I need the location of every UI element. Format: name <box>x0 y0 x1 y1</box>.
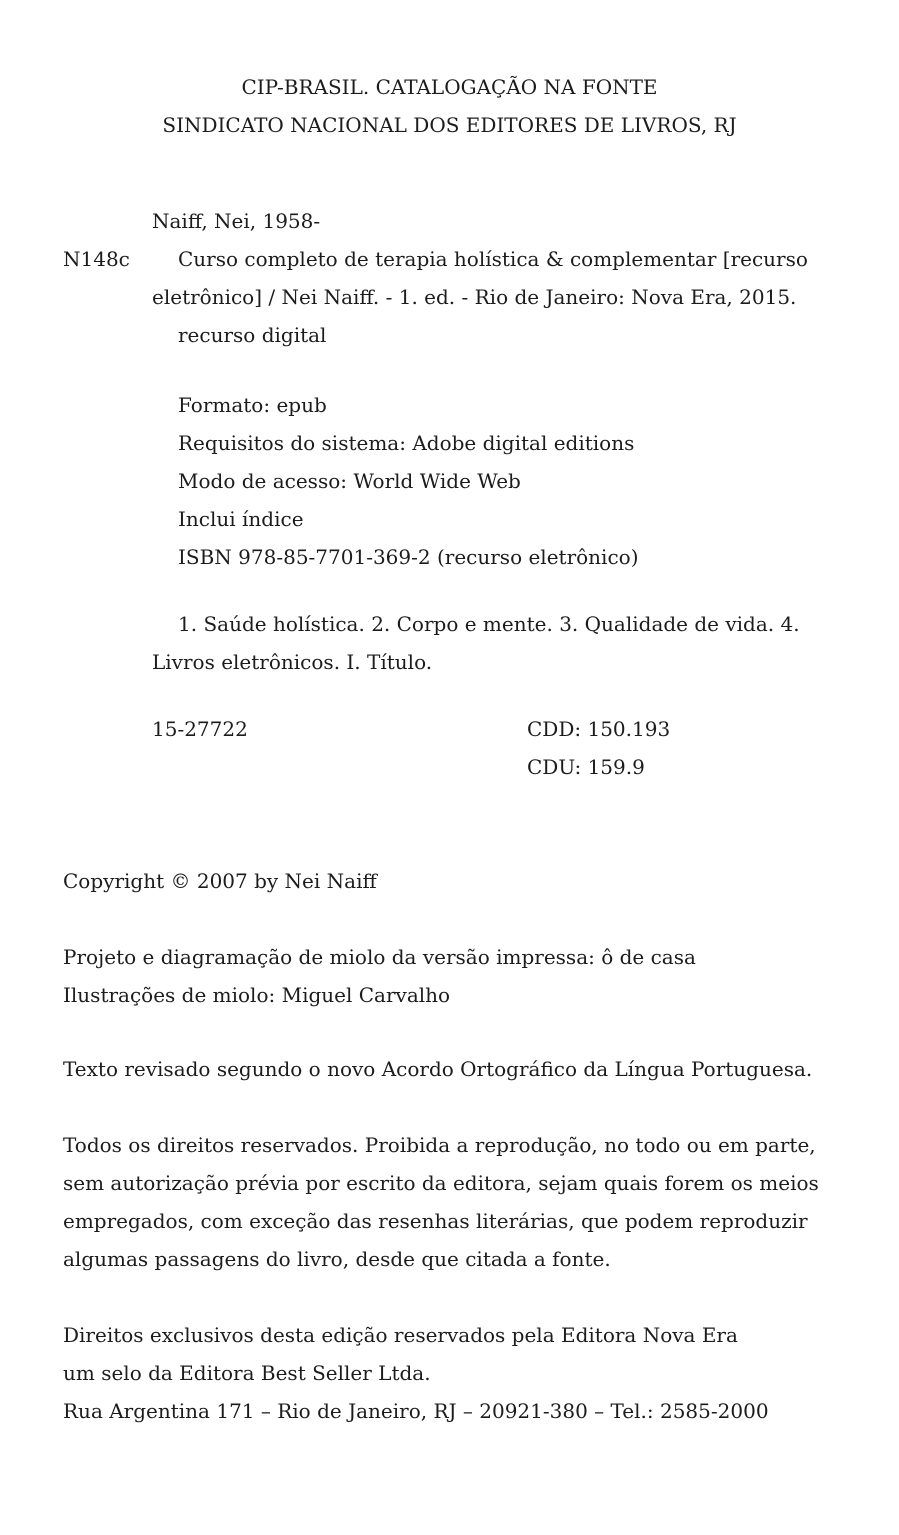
note-index: Inclui índice <box>178 507 304 531</box>
title-line-3: recurso digital <box>178 323 327 347</box>
note-access-mode: Modo de acesso: World Wide Web <box>178 469 521 493</box>
publisher-address: Rua Argentina 171 – Rio de Janeiro, RJ – 20921-380 – Tel.: 2585-2000 <box>63 1399 769 1423</box>
title-line-2: eletrônico] / Nei Naiff. - 1. ed. - Rio de Janeiro: Nova Era, 2015. <box>152 285 797 309</box>
cdu-classification: CDU: 159.9 <box>527 755 645 779</box>
subjects-line-2: Livros eletrônicos. I. Título. <box>152 650 433 674</box>
rights-line: sem autorização prévia por escrito da editora, sejam quais forem os meios <box>63 1171 819 1195</box>
subjects-line-1: 1. Saúde holística. 2. Corpo e mente. 3. Qualidade de vida. 4. <box>178 612 800 636</box>
publisher-line: um selo da Editora Best Seller Ltda. <box>63 1361 431 1385</box>
record-number: 15-27722 <box>152 717 248 741</box>
note-format: Formato: epub <box>178 393 327 417</box>
rights-line: algumas passagens do livro, desde que citada a fonte. <box>63 1247 611 1271</box>
title-line-1: Curso completo de terapia holística & complementar [recurso <box>178 247 808 271</box>
design-credit: Projeto e diagramação de miolo da versão impressa: ô de casa <box>63 945 696 969</box>
rights-line: Todos os direitos reservados. Proibida a reprodução, no todo ou em parte, <box>63 1133 816 1157</box>
note-isbn: ISBN 978-85-7701-369-2 (recurso eletrônico) <box>178 545 639 569</box>
orthography-note: Texto revisado segundo o novo Acordo Ortográfico da Língua Portuguesa. <box>63 1057 813 1081</box>
rights-line: empregados, com exceção das resenhas literárias, que podem reproduzir <box>63 1209 808 1233</box>
copyright-notice: Copyright © 2007 by Nei Naiff <box>63 869 377 893</box>
cip-header-line2: SINDICATO NACIONAL DOS EDITORES DE LIVROS, RJ <box>162 113 737 137</box>
cdd-classification: CDD: 150.193 <box>527 717 671 741</box>
author-heading: Naiff, Nei, 1958- <box>152 209 321 233</box>
call-number: N148c <box>63 247 130 271</box>
illustration-credit: Ilustrações de miolo: Miguel Carvalho <box>63 983 451 1007</box>
publisher-line: Direitos exclusivos desta edição reservados pela Editora Nova Era <box>63 1323 738 1347</box>
cip-header-line1: CIP-BRASIL. CATALOGAÇÃO NA FONTE <box>241 75 658 99</box>
note-system-requirements: Requisitos do sistema: Adobe digital editions <box>178 431 635 455</box>
